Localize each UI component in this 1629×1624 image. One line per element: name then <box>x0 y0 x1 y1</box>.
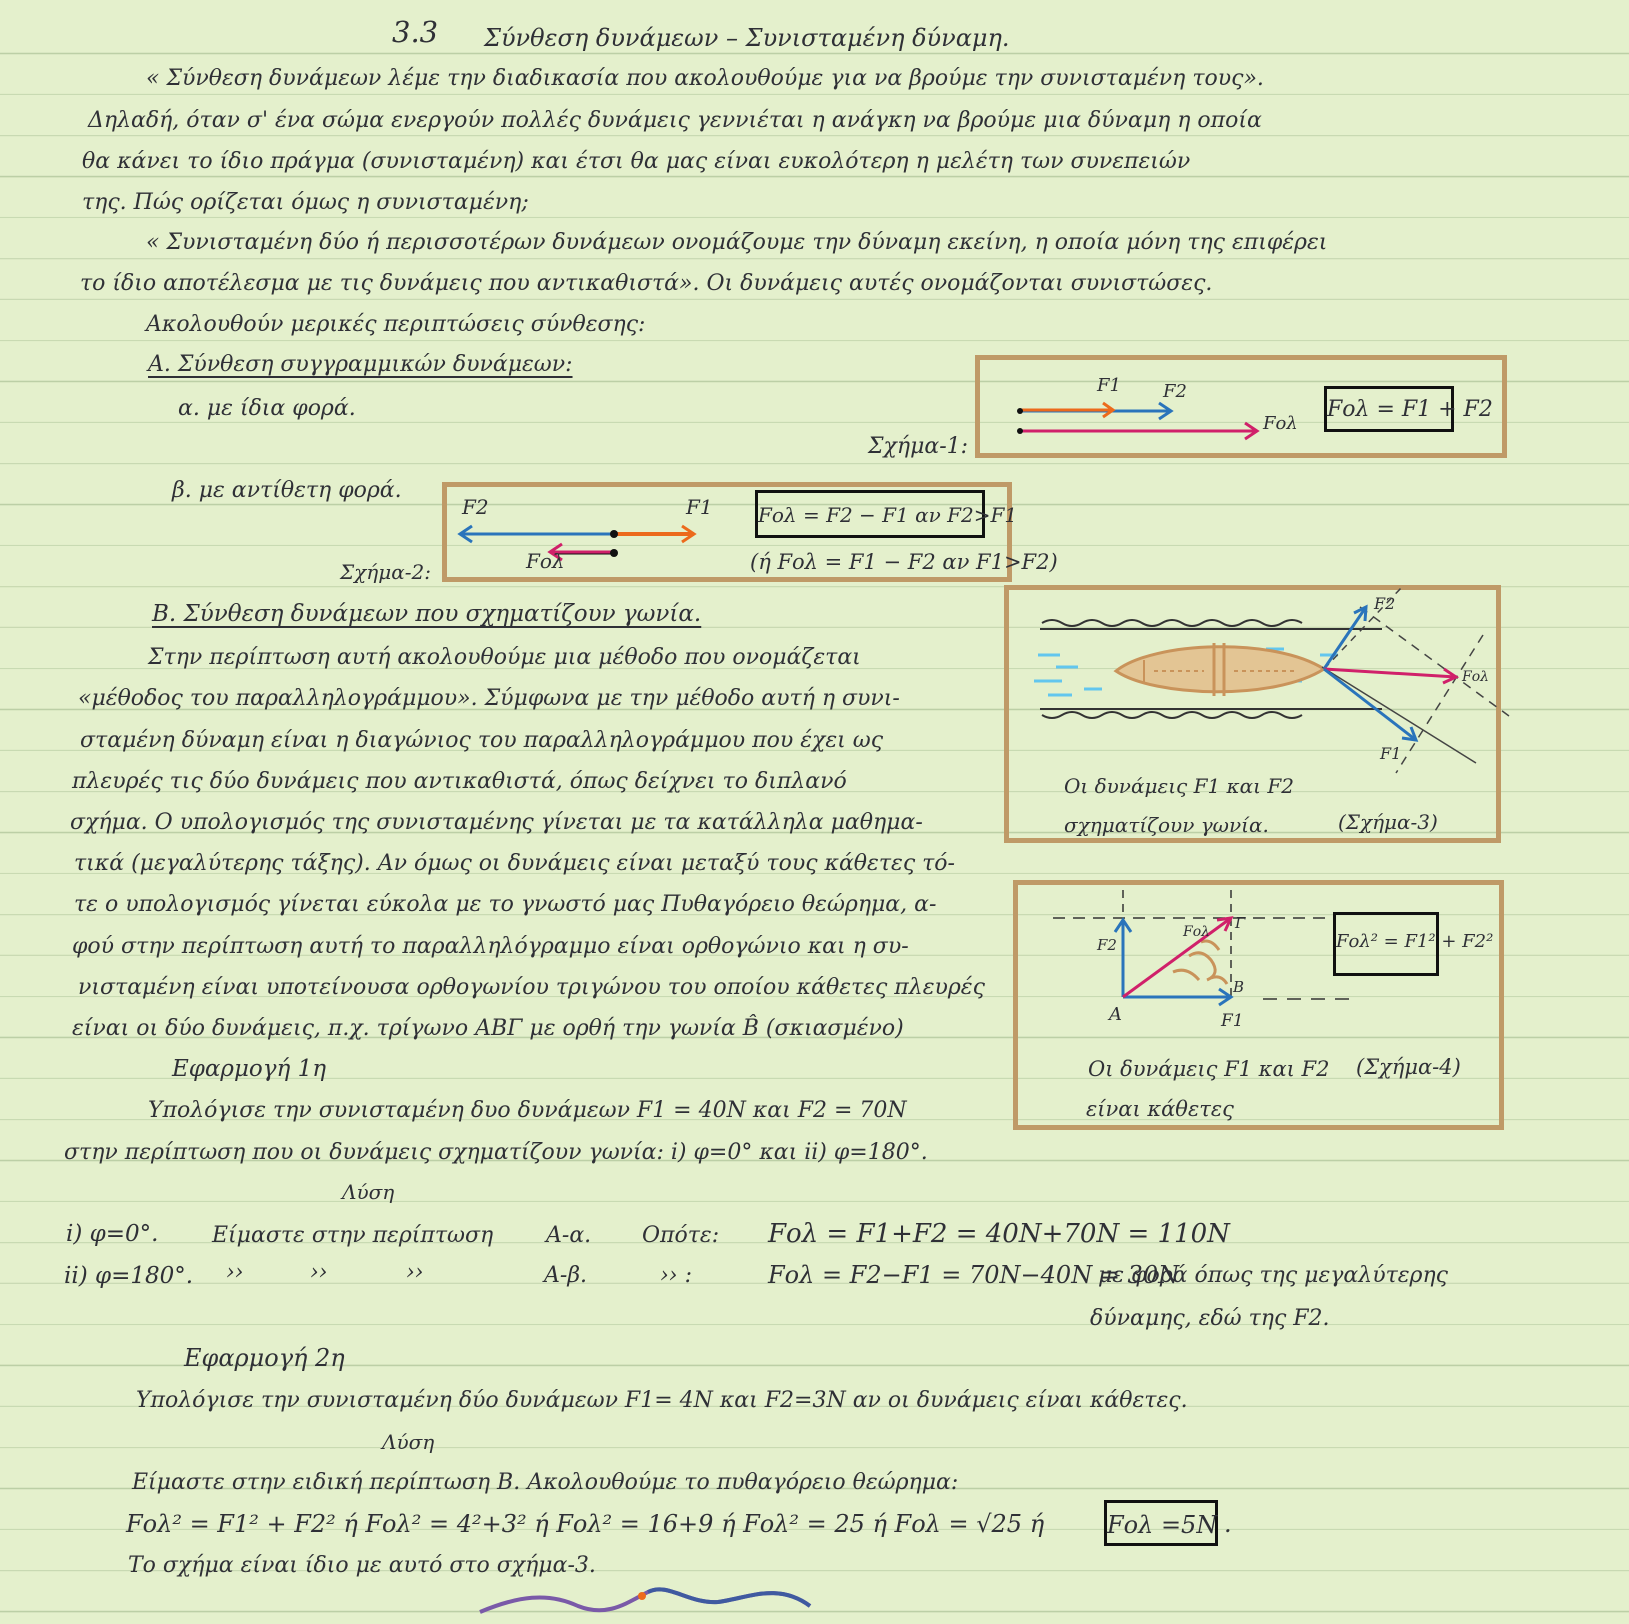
case-b-line-5: σχήμα. Ο υπολογισμός της συνισταμένης γίνεται με τα κατάλληλα μαθημα- <box>70 810 923 835</box>
app2-solution-label: Λύση <box>382 1430 435 1454</box>
decorative-wave <box>478 1576 818 1616</box>
app1-title: Εφαρμογή 1η <box>172 1056 326 1082</box>
app1-ii-case: ii) φ=180°. <box>64 1263 194 1289</box>
fig1-f2-label: F2 <box>1163 381 1187 402</box>
fig2-fol-label: Fολ <box>526 549 565 573</box>
fig3-f1-label: F1 <box>1380 744 1402 763</box>
case-b-line-2: «μέθοδος του παραλληλογράμμου». Σύμφωνα με την μέθοδο αυτή η συνι- <box>78 686 900 711</box>
fig2-f1-label: F1 <box>686 495 713 519</box>
fig3-f1-arrow <box>1324 669 1416 740</box>
fig3-caption-1: Οι δυνάμεις F1 και F2 <box>1064 774 1294 798</box>
app1-i-case: i) φ=0°. <box>66 1221 159 1247</box>
boat-hull <box>1116 647 1324 692</box>
app2-line-1: Είμαστε στην ειδική περίπτωση Β. Ακολουθούμε το πυθαγόρειο θεώρημα: <box>132 1470 959 1495</box>
app2-result-end: . <box>1224 1510 1232 1538</box>
app2-result: Fολ =5N <box>1104 1500 1218 1546</box>
fig1-fol-label: Fολ <box>1263 413 1298 434</box>
intro-line-3: θα κάνει το ίδιο πράγμα (συνισταμένη) και έτσι θα μας είναι ευκολότερη η μελέτη των συνεπειών <box>82 149 1191 174</box>
fig4-label: (Σχήμα-4) <box>1356 1055 1461 1079</box>
app1-ii-eq: Fολ = F2−F1 = 70N−40N = 30N <box>768 1261 1180 1289</box>
fig4-caption-1: Οι δυνάμεις F1 και F2 <box>1088 1057 1330 1081</box>
case-b-line-7: τε ο υπολογισμός γίνεται εύκολα με το γνωστό μας Πυθαγόρειο θεώρημα, α- <box>74 892 937 917</box>
app1-ditto-2: ›› <box>310 1260 328 1285</box>
fig1-f1-label: F1 <box>1097 375 1121 396</box>
fig1-formula: Fολ = F1 + F2 <box>1324 386 1454 432</box>
app2-eq-chain: Fολ² = F1² + F2² ή Fολ² = 4²+3² ή Fολ² = 16+9 ή Fολ² = 25 ή Fολ = √25 ή <box>126 1510 1045 1538</box>
fig4-fol-label: Fολ <box>1183 924 1211 940</box>
fig4-formula: Fολ² = F1² + F2² <box>1333 912 1439 976</box>
fig1-caption: Σχήμα-1: <box>868 434 969 459</box>
app2-problem: Υπολόγισε την συνισταμένη δύο δυνάμεων F1= 4N και F2=3N αν οι δυνάμεις είναι κάθετες. <box>136 1388 1188 1413</box>
case-b-line-10: είναι οι δύο δυνάμεις, π.χ. τρίγωνο ΑΒΓ με ορθή την γωνία B̂ (σκιασμένο) <box>72 1016 904 1041</box>
fig4-b-label: B <box>1233 978 1245 996</box>
app1-i-ref: Α-α. <box>546 1223 592 1248</box>
intro-line-2: Δηλαδή, όταν σ' ένα σώμα ενεργούν πολλές δυνάμεις γεννιέται η ανάγκη να βρούμε μια δύναμη η οποία <box>88 108 1262 133</box>
fig2-caption: Σχήμα-2: <box>340 560 431 584</box>
app1-i-then: Οπότε: <box>642 1223 720 1248</box>
fig3-label: (Σχήμα-3) <box>1338 810 1438 834</box>
case-b-line-6: τικά (μεγαλύτερης τάξης). Αν όμως οι δυνάμεις είναι μεταξύ τους κάθετες τό- <box>74 851 955 876</box>
intro-line-1: « Σύνθεση δυνάμεων λέμε την διαδικασία που ακολουθούμε για να βρούμε την συνισταμένη τους». <box>146 66 1264 91</box>
fig2-f2-label: F2 <box>462 495 489 519</box>
app1-ii-ref: Α-β. <box>544 1263 588 1288</box>
case-a-sub-a: α. με ίδια φορά. <box>178 396 356 421</box>
fig4-f2-label: F2 <box>1097 936 1117 954</box>
intro-line-4: της. Πώς ορίζεται όμως η συνισταμένη; <box>82 190 529 215</box>
fig4-f1-label: F1 <box>1221 1011 1244 1031</box>
fig3-fol-label: Fολ <box>1462 669 1490 685</box>
case-b-title: Β. Σύνθεση δυνάμεων που σχηματίζουν γωνία. <box>152 601 702 627</box>
fig2-alt-formula: (ή Fολ = F1 − F2 αν F1>F2) <box>750 550 1058 574</box>
intro-line-7: Ακολουθούν μερικές περιπτώσεις σύνθεσης: <box>146 312 646 337</box>
fig4-caption-2: είναι κάθετες <box>1086 1097 1234 1121</box>
case-a-title: Α. Σύνθεση συγγραμμικών δυνάμεων: <box>148 352 573 377</box>
intro-line-5: « Συνισταμένη δύο ή περισσοτέρων δυνάμεων ονομάζουμε την δύναμη εκείνη, η οποία μόνη της επιφέρει <box>146 230 1328 255</box>
app1-ii-note-1: με φορά όπως της μεγαλύτερης <box>1098 1263 1448 1288</box>
app1-ii-note-2: δύναμης, εδώ της F2. <box>1090 1306 1330 1331</box>
fig4-g-label: Γ <box>1235 914 1246 932</box>
intro-line-6: το ίδιο αποτέλεσμα με τις δυνάμεις που αντικαθιστά». Οι δυνάμεις αυτές ονομάζονται συνιστώσες. <box>80 271 1213 296</box>
figure-3-drawing <box>1004 585 1501 843</box>
fig3-caption-2: σχηματίζουν γωνία. <box>1064 813 1269 837</box>
section-title: Σύνθεση δυνάμεων – Συνισταμένη δύναμη. <box>484 24 1010 52</box>
app1-i-text: Είμαστε στην περίπτωση <box>212 1223 494 1248</box>
app1-ii-then: ›› : <box>660 1263 693 1288</box>
app1-i-eq: Fολ = F1+F2 = 40N+70N = 110N <box>768 1219 1230 1249</box>
fig4-fol-arrow <box>1123 918 1231 997</box>
fig3-f2-arrow <box>1324 607 1366 669</box>
case-b-line-4: πλευρές τις δύο δυνάμεις που αντικαθιστά, όπως δείχνει το διπλανό <box>72 769 847 794</box>
section-number: 3.3 <box>392 15 439 49</box>
app1-ditto-3: ›› <box>406 1260 424 1285</box>
app1-problem-1: Υπολόγισε την συνισταμένη δυο δυνάμεων F1 = 40N και F2 = 70N <box>148 1098 907 1123</box>
case-b-line-3: σταμένη δύναμη είναι η διαγώνιος του παραλληλογράμμου που έχει ως <box>80 728 884 753</box>
fig3-f2-label: F2 <box>1374 594 1396 613</box>
case-b-line-1: Στην περίπτωση αυτή ακολουθούμε μια μέθοδο που ονομάζεται <box>148 645 861 670</box>
app2-title: Εφαρμογή 2η <box>184 1344 345 1372</box>
fig2-formula: Fολ = F2 − F1 αν F2>F1 <box>755 490 985 538</box>
fig4-a-label: A <box>1109 1004 1122 1025</box>
fig3-fol-arrow <box>1324 669 1456 677</box>
app2-closing: Το σχήμα είναι ίδιο με αυτό στο σχήμα-3. <box>128 1553 596 1578</box>
app1-ditto-1: ›› <box>226 1260 244 1285</box>
case-b-line-8: φού στην περίπτωση αυτή το παραλληλόγραμμο είναι ορθογώνιο και η συ- <box>72 934 909 959</box>
case-a-sub-b: β. με αντίθετη φορά. <box>172 478 402 503</box>
app1-problem-2: στην περίπτωση που οι δυνάμεις σχηματίζουν γωνία: i) φ=0° και ii) φ=180°. <box>64 1140 928 1165</box>
app1-solution-label: Λύση <box>342 1180 395 1204</box>
case-b-line-9: νισταμένη είναι υποτείνουσα ορθογωνίου τριγώνου του οποίου κάθετες πλευρές <box>78 975 985 1000</box>
